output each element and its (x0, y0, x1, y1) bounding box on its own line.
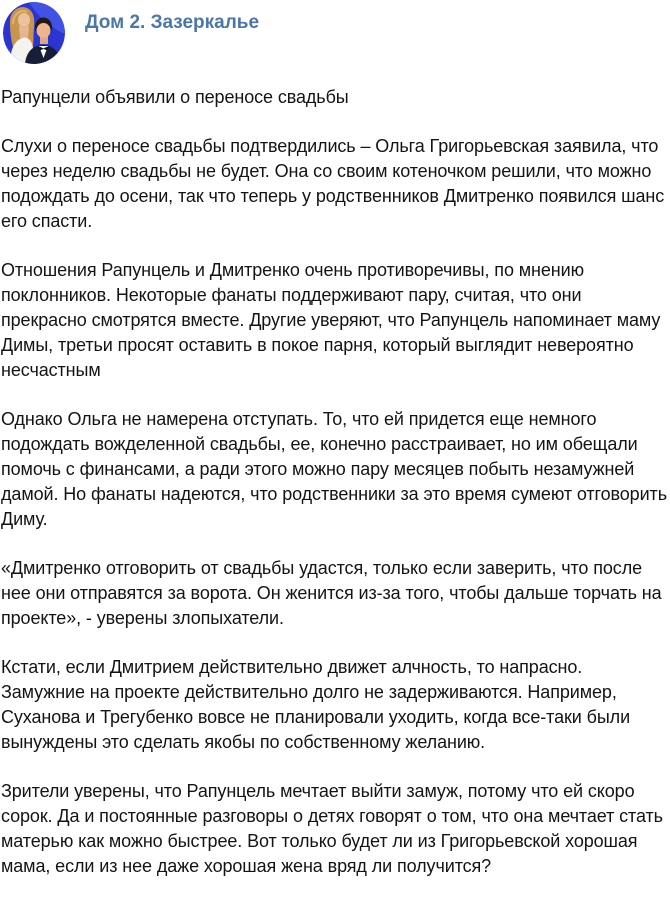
post-paragraph-5: Кстати, если Дмитрием действительно движет алчность, то напрасно. Замужние на проекте действительно долго не задерживаются. Например, Суханова и Трегубенко вовсе не планировали уходить, когда все-таки были вынуждены это сделать якобы по собственному желанию. (1, 657, 631, 752)
post-paragraph-2: Отношения Рапунцель и Дмитренко очень противоречивы, по мнению поклонников. Некоторые фанаты поддерживают пару, считая, что они прекрасно смотрятся вместе. Другие уверяют, что Рапунцель напоминает маму Димы, третьи просят оставить в покое парня, который выглядит невероятно несчастным (1, 260, 661, 380)
community-avatar[interactable] (3, 2, 65, 64)
post-body (1, 85, 669, 903)
post-paragraph-4: «Дмитренко отговорить от свадьбы удастся, только если заверить, что после нее они отправятся за ворота. Он женится из-за того, чтобы дальше торчать на проекте», - уверены злопыхатели. (1, 558, 662, 628)
post-paragraph-3: Однако Ольга не намерена отступать. То, что ей придется еще немного подождать вожделенной свадьбы, ее, конечно расстраивает, но им обещали помочь с финансами, а ради этого можно пару месяцев побыть незамужней дамой. Но фанаты надеются, что родственники за это время сумеют отговорить Диму. (1, 409, 667, 529)
couple-photo-icon (3, 2, 65, 64)
post-header (0, 0, 670, 85)
post-title: Рапунцели объявили о переносе свадьбы (1, 87, 349, 107)
post-paragraph-6: Зрители уверены, что Рапунцель мечтает выйти замуж, потому что ей скоро сорок. Да и постоянные разговоры о детях говорят о том, что она мечтает стать матерью как можно быстрее. Вот только будет ли из Григорьевской хорошая мама, если из нее даже хорошая жена вряд ли получится? (1, 781, 663, 876)
community-name-link[interactable]: Дом 2. Зазеркалье (85, 12, 260, 33)
post-paragraph-1: Слухи о переносе свадьбы подтвердились – Ольга Григорьевская заявила, что через неделю свадьбы не будет. Она со своим котеночком решили, что можно подождать до осени, так что теперь у родственников Дмитренко появился шанс его спасти. (1, 136, 665, 231)
